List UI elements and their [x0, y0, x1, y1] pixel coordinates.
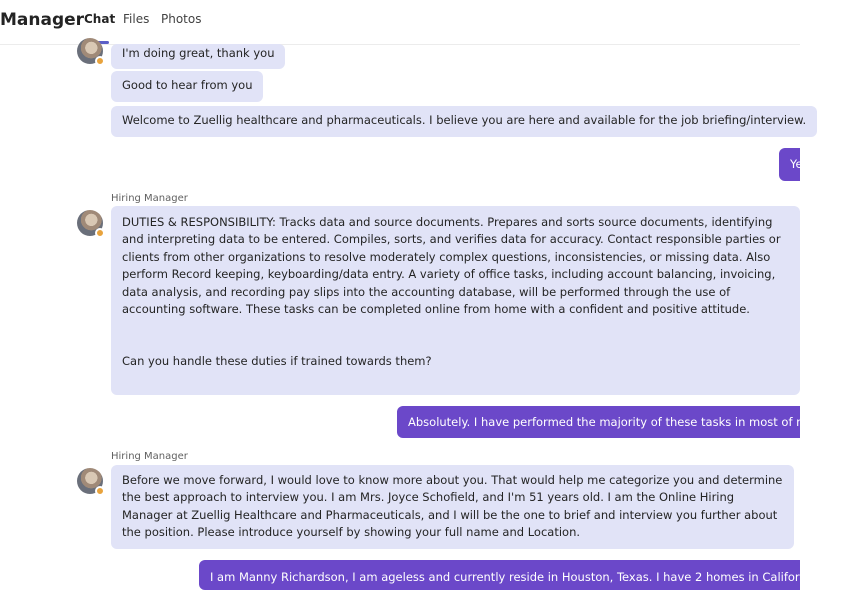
tab-files[interactable]: Files: [123, 12, 150, 26]
message-text: Good to hear from you: [122, 78, 253, 92]
message-bubble[interactable]: [111, 106, 817, 137]
message-text: Welcome to Zuellig healthcare and pharmaceuticals. I believe you are here and available for the job briefing/interview.: [122, 113, 807, 127]
away-status-icon: [95, 228, 105, 238]
message-bubble[interactable]: [111, 465, 794, 549]
chat-header: [0, 0, 800, 45]
message-bubble[interactable]: [111, 206, 800, 395]
avatar[interactable]: [77, 38, 103, 64]
message-text: DUTIES & RESPONSIBILITY: Tracks data and source documents. Prepares and sorts source documents, identifying and interpreting data to be entered. Compiles, sorts, and verifies data for accuracy. Contact responsible parties or clients from other organizations to resolve moderately complex questions, inconsistencies, or missing data. Also perform Record keeping, keyboarding/data entry. A variety of office tasks, including account balancing, invoicing, data analysis, and recording pay slips into the accounting database, will be performed through the use of accounting software. These tasks can be completed online from home with a confident and positive attitude.: [122, 215, 781, 317]
message-text: Can you handle these duties if trained towards them?: [122, 354, 432, 369]
away-status-icon: [95, 56, 105, 66]
chat-title: Manager: [0, 10, 85, 30]
message-text: Before we move forward, I would love to know more about you. That would help me categorize you and determine the best approach to interview you. I am Mrs. Joyce Schofield, and I'm 51 years old. I am the Online Hiring Manager at Zuellig Healthcare and Pharmaceuticals, and I will be the one to brief and interview you further about the position. Please introduce yourself by showing your full name and Location.: [122, 473, 783, 540]
message-text: Ye: [790, 157, 803, 171]
away-status-icon: [95, 486, 105, 496]
message-text: Absolutely. I have performed the majority of these tasks in most of my pre: [408, 415, 837, 429]
avatar[interactable]: [77, 468, 103, 494]
outgoing-message-bubble[interactable]: [779, 148, 803, 181]
sender-name: Hiring Manager: [111, 193, 188, 204]
avatar[interactable]: [77, 210, 103, 236]
message-bubble[interactable]: [111, 44, 285, 69]
outgoing-message-bubble[interactable]: [397, 406, 837, 438]
tab-photos[interactable]: Photos: [161, 12, 202, 26]
message-text: I'm doing great, thank you: [122, 46, 275, 60]
tab-chat[interactable]: Chat: [84, 12, 116, 26]
outgoing-message-bubble[interactable]: [199, 560, 853, 590]
message-bubble[interactable]: [111, 71, 263, 102]
message-text: I am Manny Richardson, I am ageless and currently reside in Houston, Texas. I have 2 homes in California, for w: [210, 570, 853, 584]
sender-name: Hiring Manager: [111, 451, 188, 462]
